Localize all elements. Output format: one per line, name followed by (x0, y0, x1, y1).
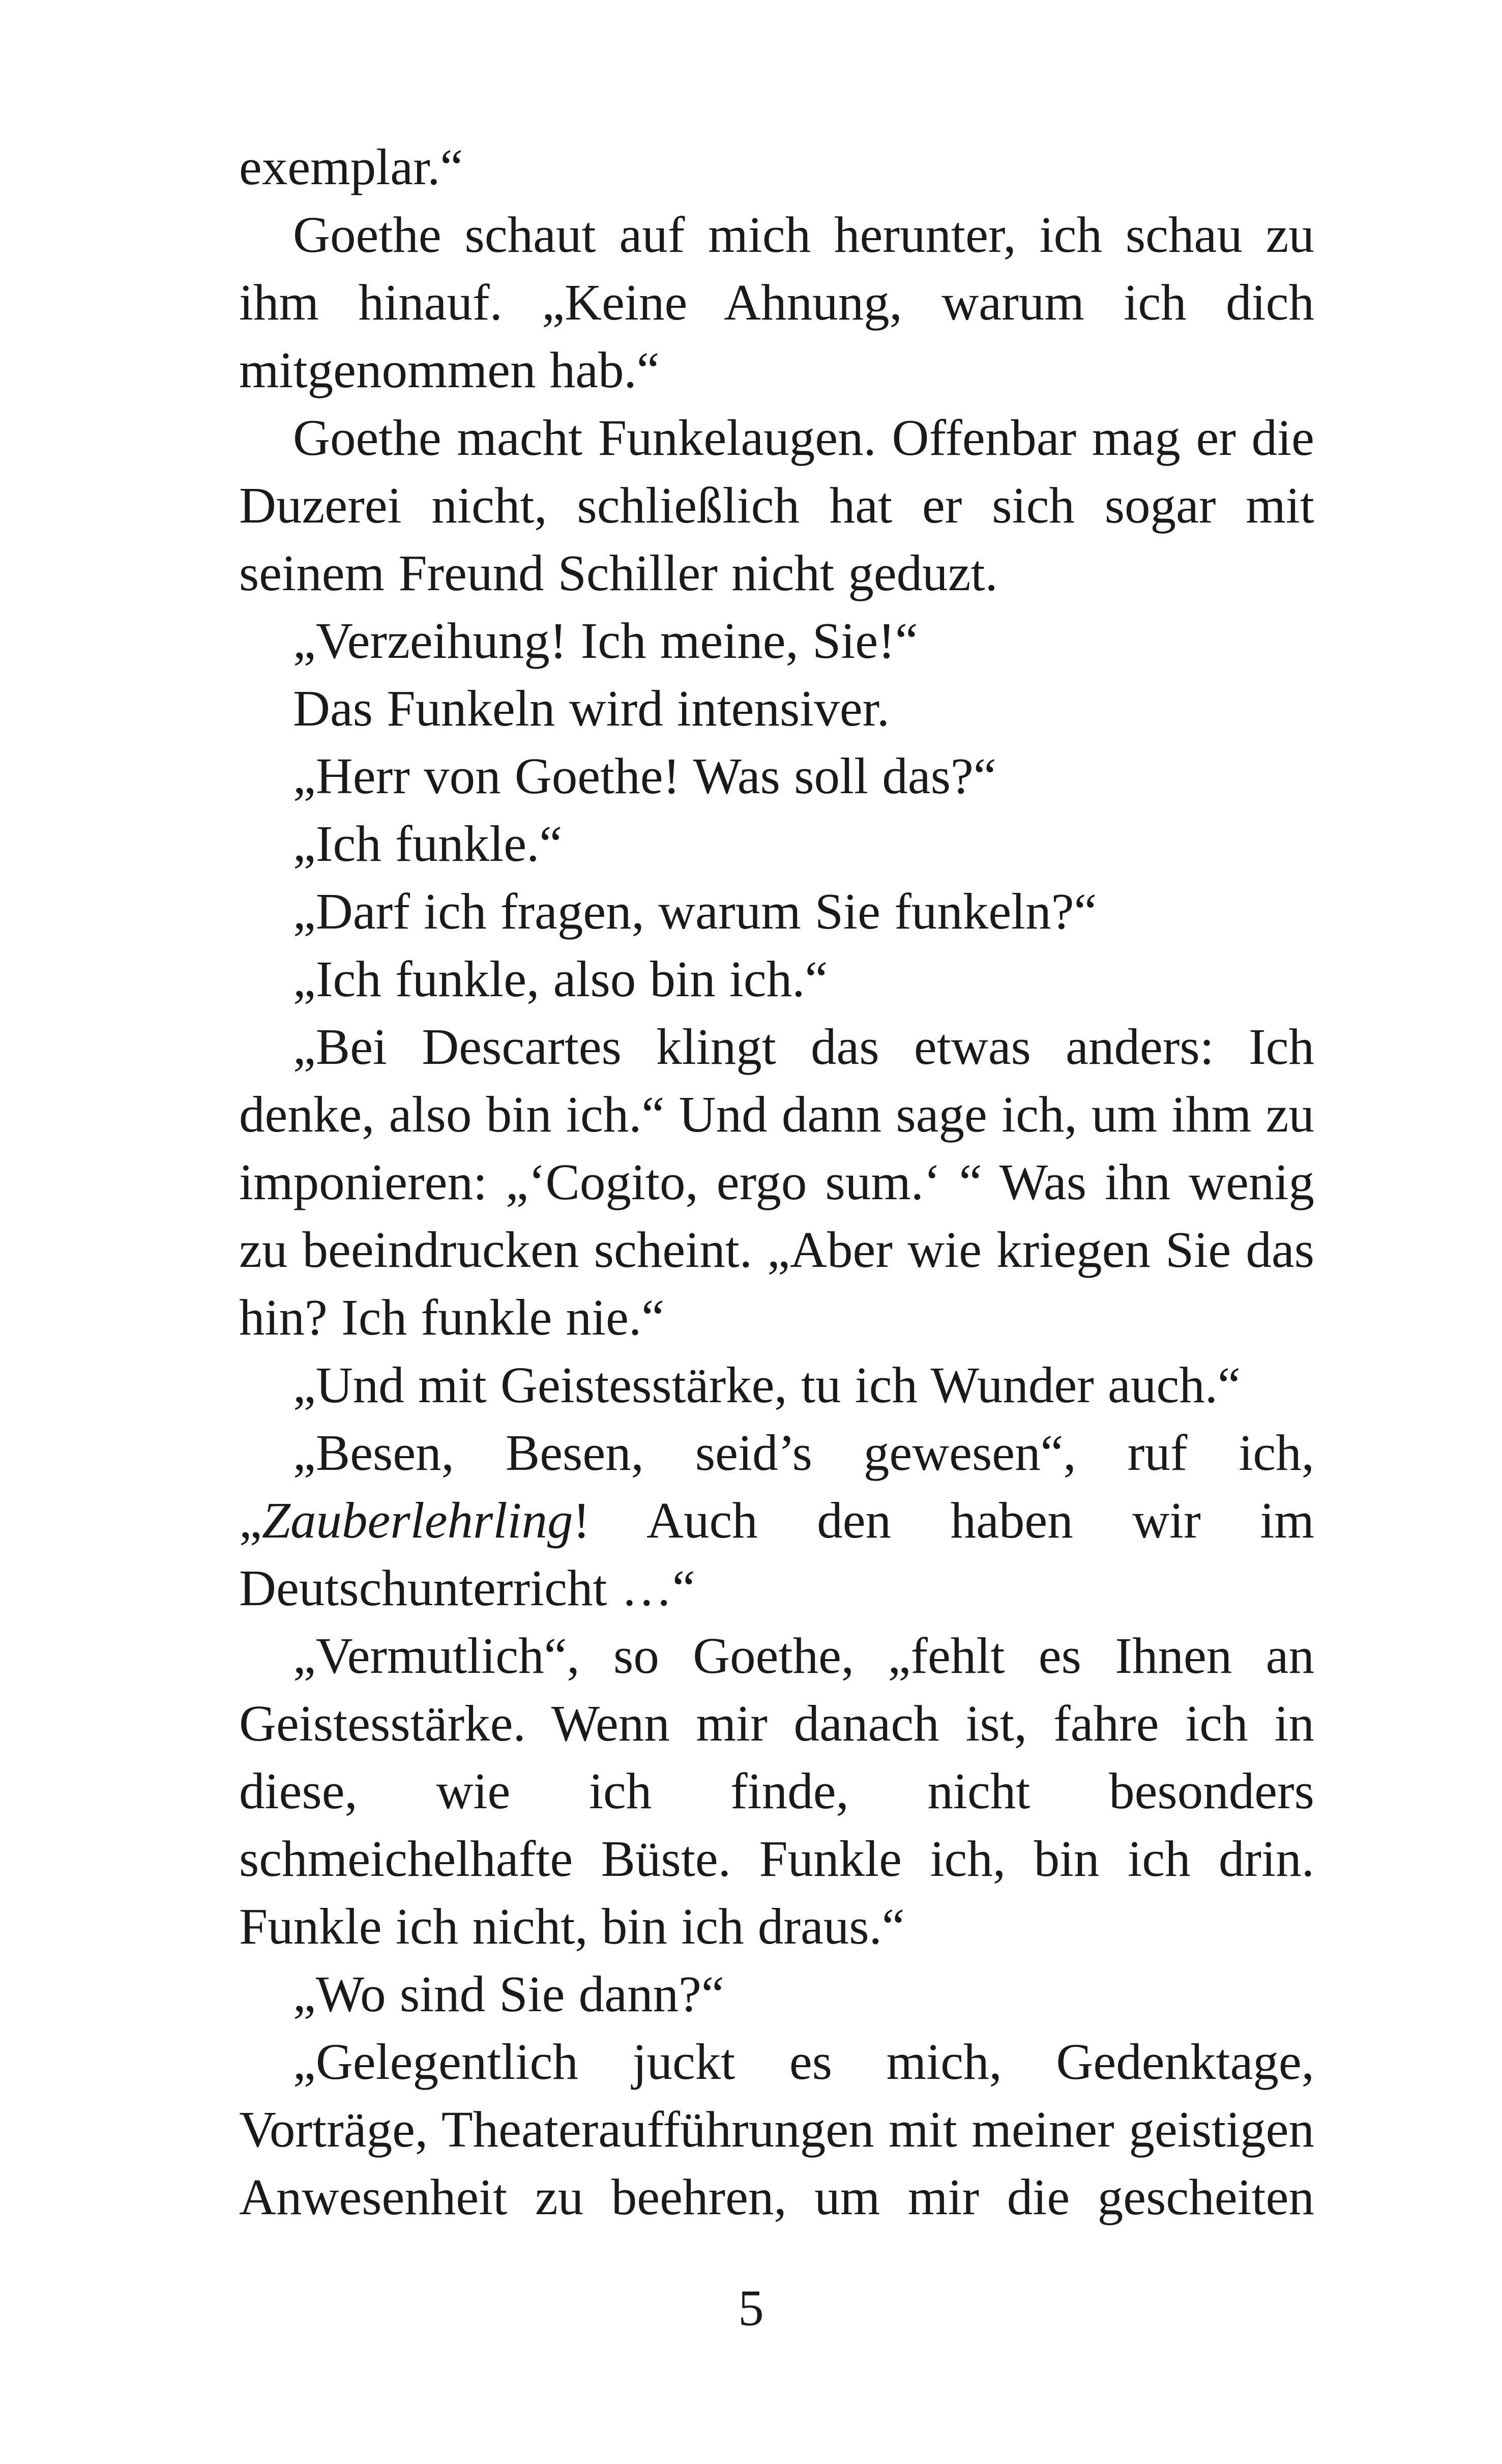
paragraph: „Ich funkle.“ (293, 815, 563, 872)
paragraph: „Ich funkle, also bin ich.“ (293, 950, 828, 1007)
paragraph: „Gelegentlich juckt es mich, Gedenktage, Vorträge, Theateraufführungen mit meiner geistigen Anwesenheit zu beehren, um mir die gescheiten (239, 2033, 1314, 2225)
paragraph: „Darf ich fragen, warum Sie funkeln?“ (293, 883, 1097, 940)
paragraph: Goethe macht Funkelaugen. Offenbar mag er die Duzerei nicht, schließlich hat er sich sogar mit seinem Freund Schiller nicht geduzt. (239, 409, 1314, 601)
body-text (239, 133, 1314, 2231)
paragraph: Goethe schaut auf mich herunter, ich schau zu ihm hinauf. „Keine Ahnung, warum ich dich mitgenommen hab.“ (239, 206, 1314, 398)
page-number: 5 (738, 2279, 764, 2336)
paragraph: Das Funkeln wird intensiver. (293, 680, 890, 737)
paragraph: „Verzeihung! Ich meine, Sie!“ (293, 612, 918, 669)
paragraph: „Herr von Goethe! Was soll das?“ (293, 747, 996, 804)
paragraph: „Vermutlich“, so Goethe, „fehlt es Ihnen an Geistesstärke. Wenn mir danach ist, fahre ich in diese, wie ich finde, nicht besonders schmeichelhafte Büste. Funkle ich, bin ich drin. Funkle ich nicht, bin ich draus.“ (239, 1627, 1314, 1955)
paragraph-continuation: exemplar.“ (239, 138, 463, 195)
paragraph: „Wo sind Sie dann?“ (293, 1965, 724, 2022)
paragraph (239, 1419, 1314, 1622)
paragraph: „Bei Descartes klingt das etwas anders: Ich denke, also bin ich.“ Und dann sage ich, um ihm zu imponieren: „‘Cogito, ergo sum.‘ “ Was ihn wenig zu beeindrucken scheint. „Aber wie kriegen Sie das hin? Ich funkle nie.“ (239, 1018, 1314, 1346)
paragraph-text: „Besen, Besen, seid’s gewesen“, ruf ich, „ (239, 1424, 1314, 1549)
paragraph-text: ! Auch den haben wir im Deutschunterricht …“ (239, 1492, 1314, 1616)
paragraph: „Und mit Geistesstärke, tu ich Wunder auch.“ (293, 1356, 1241, 1413)
italic-title: Zauberlehrling (261, 1492, 573, 1549)
